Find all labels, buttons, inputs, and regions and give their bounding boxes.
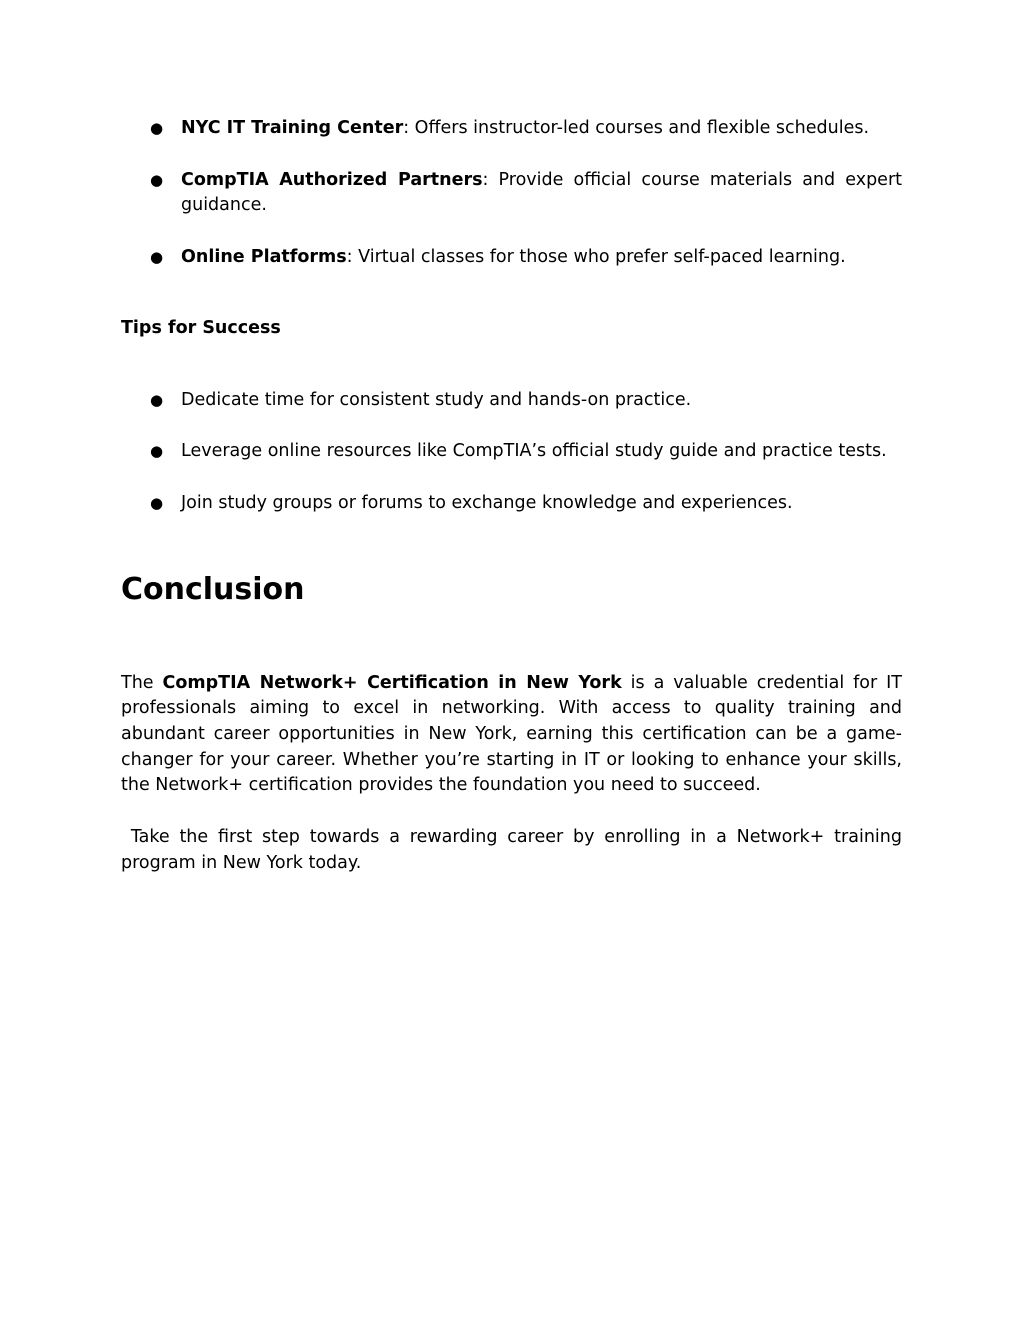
provider-separator: : [346, 247, 353, 268]
certification-name: CompTIA Network+ Certification in New York [162, 672, 622, 693]
bullet-icon: ● [150, 170, 164, 189]
list-item [121, 439, 902, 465]
list-item [121, 491, 902, 517]
bullet-icon: ● [150, 493, 164, 512]
list-item [121, 388, 902, 414]
provider-description: Provide official course materials and expert guidance. [181, 169, 902, 216]
tips-list [121, 388, 902, 517]
provider-separator: : [403, 118, 410, 138]
provider-separator: : [482, 169, 489, 190]
bullet-icon: ● [150, 390, 164, 409]
list-item [121, 116, 902, 142]
provider-name: NYC IT Training Center [181, 118, 404, 138]
conclusion-heading: Conclusion [121, 571, 305, 607]
tips-heading: Tips for Success [121, 317, 281, 338]
tip-text: Leverage online resources like CompTIA’s official study guide and practice tests. [181, 441, 887, 462]
training-providers-list [121, 116, 902, 271]
list-item [121, 245, 902, 271]
tip-text: Join study groups or forums to exchange knowledge and experiences. [181, 492, 793, 513]
call-to-action-paragraph: Take the first step towards a rewarding career by enrolling in a Network+ training program in New York today. [121, 827, 908, 873]
provider-description: Offers instructor-led courses and flexible schedules. [409, 118, 870, 138]
conclusion-body: is a valuable credential for IT professionals aiming to excel in networking. With access to quality training and abundant career opportunities in New York, earning this certification can be a game-changer for your career. Whether you’re starting in IT or looking to enhance your skills, the Network+ certification provides the foundation you need to succeed. [121, 672, 902, 796]
conclusion-paragraph [121, 671, 902, 800]
tip-text: Dedicate time for consistent study and hands-on practice. [181, 389, 692, 410]
bullet-icon: ● [150, 442, 164, 461]
document-page [121, 116, 908, 877]
conclusion-prefix: The [121, 672, 163, 693]
bullet-icon: ● [150, 248, 164, 267]
list-item [121, 168, 902, 219]
provider-name: Online Platforms [181, 247, 347, 268]
bullet-icon: ● [150, 119, 164, 137]
provider-name: CompTIA Authorized Partners [181, 169, 483, 190]
provider-description: Virtual classes for those who prefer self-paced learning. [352, 247, 846, 268]
